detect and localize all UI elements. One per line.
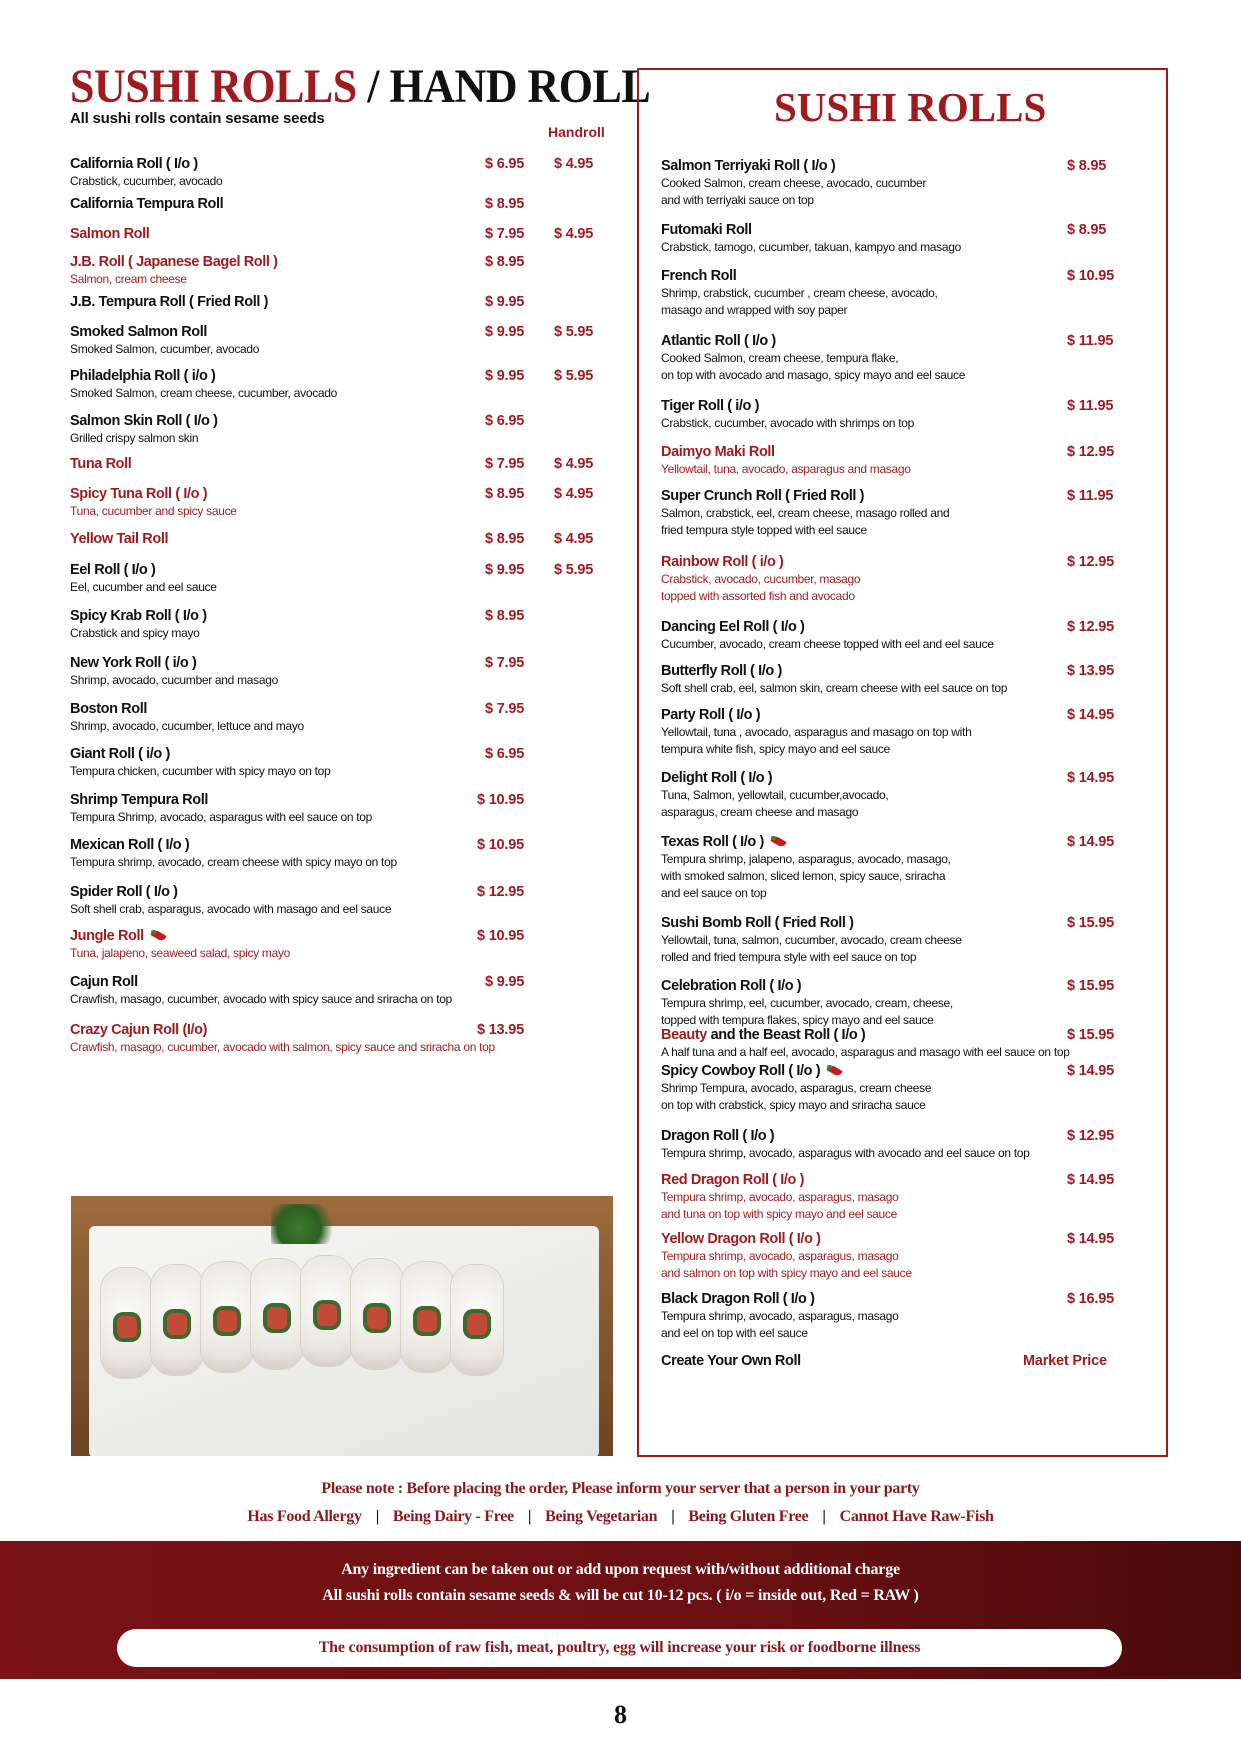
item-price: $ 7.95 bbox=[485, 226, 525, 242]
item-description: Crabstick, cucumber, avocado with shrimps on top bbox=[661, 416, 915, 430]
item-description: Tempura Shrimp, avocado, asparagus with eel sauce on top bbox=[70, 810, 373, 824]
item-name: Party Roll ( I/o ) bbox=[661, 707, 761, 723]
item-name: Yellow Dragon Roll ( I/o ) bbox=[661, 1231, 821, 1247]
item-price: $ 8.95 bbox=[1067, 158, 1107, 174]
item-name: Yellow Tail Roll bbox=[70, 531, 169, 547]
item-name: New York Roll ( i/o ) bbox=[70, 655, 197, 671]
sushi-piece bbox=[251, 1259, 303, 1369]
item-description: Tuna, Salmon, yellowtail, cucumber,avocado, bbox=[661, 788, 889, 802]
item-price: $ 12.95 bbox=[1067, 1128, 1114, 1144]
item-price: $ 9.95 bbox=[485, 974, 525, 990]
item-description: A half tuna and a half eel, avocado, asparagus and masago with eel sauce on top bbox=[661, 1045, 1070, 1059]
item-description: Shrimp Tempura, avocado, asparagus, cream cheese bbox=[661, 1081, 932, 1095]
item-price: $ 6.95 bbox=[485, 746, 525, 762]
item-description: Tuna, cucumber and spicy sauce bbox=[70, 504, 237, 518]
allergy-item: Being Vegetarian bbox=[545, 1508, 658, 1525]
menu-item bbox=[70, 745, 615, 780]
item-name: Philadelphia Roll ( i/o ) bbox=[70, 368, 216, 384]
sushi-piece bbox=[151, 1265, 203, 1375]
menu-item bbox=[661, 553, 1141, 605]
item-price: $ 14.95 bbox=[1067, 707, 1114, 723]
item-price: $ 8.95 bbox=[485, 608, 525, 624]
item-name: Eel Roll ( I/o ) bbox=[70, 562, 156, 578]
menu-item bbox=[70, 654, 615, 689]
item-name: French Roll bbox=[661, 268, 737, 284]
item-name: Smoked Salmon Roll bbox=[70, 324, 208, 340]
item-description: rolled and fried tempura style with eel sauce on top bbox=[661, 950, 917, 964]
menu-item bbox=[661, 1127, 1141, 1162]
item-description: topped with tempura flakes, spicy mayo and eel sauce bbox=[661, 1013, 934, 1027]
sushi-piece bbox=[451, 1265, 503, 1375]
menu-item bbox=[661, 769, 1141, 821]
menu-item bbox=[70, 412, 615, 447]
allergy-item: Cannot Have Raw-Fish bbox=[839, 1508, 994, 1525]
chili-pepper-icon bbox=[770, 836, 786, 848]
item-price: $ 7.95 bbox=[485, 456, 525, 472]
item-price: $ 9.95 bbox=[485, 562, 525, 578]
menu-item bbox=[70, 367, 615, 402]
allergy-item: Being Dairy - Free bbox=[392, 1508, 514, 1525]
sushi-piece bbox=[201, 1262, 253, 1372]
item-description: Crabstick, avocado, cucumber, masago bbox=[661, 572, 861, 586]
item-price: $ 8.95 bbox=[485, 254, 525, 270]
item-price: $ 14.95 bbox=[1067, 1172, 1114, 1188]
sushi-piece bbox=[401, 1262, 453, 1372]
note-line: Please note : Before placing the order, Please inform your server that a person in your party bbox=[321, 1480, 920, 1497]
item-name: Daimyo Maki Roll bbox=[661, 444, 775, 460]
item-name: Futomaki Roll bbox=[661, 222, 752, 238]
item-price: $ 14.95 bbox=[1067, 770, 1114, 786]
item-name: Sushi Bomb Roll ( Fried Roll ) bbox=[661, 915, 854, 931]
menu-item bbox=[70, 225, 615, 243]
menu-item bbox=[661, 157, 1141, 209]
chili-pepper-icon bbox=[826, 1065, 842, 1077]
item-description: tempura white fish, spicy mayo and eel sauce bbox=[661, 742, 890, 756]
item-name: Shrimp Tempura Roll bbox=[70, 792, 208, 808]
warning-pill: The consumption of raw fish, meat, poultry, egg will increase your risk or foodborne illness bbox=[117, 1629, 1122, 1667]
item-name: J.B. Tempura Roll ( Fried Roll ) bbox=[70, 294, 269, 310]
item-description: Shrimp, crabstick, cucumber , cream cheese, avocado, bbox=[661, 286, 938, 300]
item-price: $ 16.95 bbox=[1067, 1291, 1114, 1307]
separator: | bbox=[671, 1508, 675, 1525]
item-price: $ 11.95 bbox=[1067, 488, 1114, 504]
item-price: $ 10.95 bbox=[477, 928, 524, 944]
item-description: Tempura shrimp, eel, cucumber, avocado, cream, cheese, bbox=[661, 996, 953, 1010]
item-price: $ 8.95 bbox=[1067, 222, 1107, 238]
item-price: Market Price bbox=[1023, 1353, 1107, 1369]
item-price: $ 10.95 bbox=[477, 837, 524, 853]
item-price: $ 12.95 bbox=[477, 884, 524, 900]
sushi-piece bbox=[301, 1256, 353, 1366]
sushi-piece bbox=[351, 1259, 403, 1369]
item-price: $ 6.95 bbox=[485, 413, 525, 429]
item-name: California Roll ( I/o ) bbox=[70, 156, 198, 172]
banner-line-2: All sushi rolls contain sesame seeds & will be cut 10-12 pcs. ( i/o = inside out, Red = RAW ) bbox=[322, 1587, 919, 1604]
item-handroll-price: $ 4.95 bbox=[554, 456, 594, 472]
item-description: Smoked Salmon, cream cheese, cucumber, avocado bbox=[70, 386, 338, 400]
handroll-header: Handroll bbox=[548, 124, 605, 140]
item-price: $ 8.95 bbox=[485, 196, 525, 212]
left-column bbox=[70, 60, 651, 1054]
item-description: on top with avocado and masago, spicy mayo and eel sauce bbox=[661, 368, 966, 382]
item-handroll-price: $ 5.95 bbox=[554, 368, 594, 384]
item-name: Delight Roll ( I/o ) bbox=[661, 770, 773, 786]
item-description: Salmon, crabstick, eel, cream cheese, masago rolled and bbox=[661, 506, 950, 520]
item-description: asparagus, cream cheese and masago bbox=[661, 805, 859, 819]
menu-item bbox=[661, 1352, 1141, 1370]
item-price: $ 8.95 bbox=[485, 486, 525, 502]
menu-item bbox=[70, 293, 615, 311]
item-description: Crawfish, masago, cucumber, avocado with spicy sauce and sriracha on top bbox=[70, 992, 452, 1006]
item-name-rest: and the Beast Roll ( I/o ) bbox=[706, 1027, 866, 1043]
item-description: Crabstick, tamogo, cucumber, takuan, kampyo and masago bbox=[661, 240, 961, 254]
right-title: SUSHI ROLLS bbox=[774, 84, 1047, 130]
menu-item bbox=[661, 1230, 1141, 1282]
item-description: Tuna, jalapeno, seaweed salad, spicy mayo bbox=[70, 946, 291, 960]
item-price: $ 8.95 bbox=[485, 531, 525, 547]
item-price: $ 14.95 bbox=[1067, 1063, 1114, 1079]
chili-pepper-icon bbox=[150, 930, 166, 942]
menu-item bbox=[661, 1290, 1141, 1342]
item-price: $ 15.95 bbox=[1067, 978, 1114, 994]
menu-item bbox=[70, 700, 615, 735]
menu-item bbox=[70, 530, 615, 548]
item-description: with smoked salmon, sliced lemon, spicy sauce, sriracha bbox=[661, 869, 946, 883]
separator: | bbox=[822, 1508, 826, 1525]
item-name: Tiger Roll ( i/o ) bbox=[661, 398, 760, 414]
item-description: and salmon on top with spicy mayo and eel sauce bbox=[661, 1266, 912, 1280]
item-name: Tuna Roll bbox=[70, 456, 132, 472]
item-description: Cooked Salmon, cream cheese, tempura flake, bbox=[661, 351, 899, 365]
item-name: Create Your Own Roll bbox=[661, 1353, 801, 1369]
item-price: $ 9.95 bbox=[485, 368, 525, 384]
item-description: Yellowtail, tuna, avocado, asparagus and masago bbox=[661, 462, 911, 476]
item-name: Crazy Cajun Roll (I/o) bbox=[70, 1022, 208, 1038]
item-description: Yellowtail, tuna, salmon, cucumber, avocado, cream cheese bbox=[661, 933, 962, 947]
item-name: Rainbow Roll ( i/o ) bbox=[661, 554, 784, 570]
item-handroll-price: $ 4.95 bbox=[554, 226, 594, 242]
allergy-item: Has Food Allergy bbox=[247, 1508, 362, 1525]
item-description: and tuna on top with spicy mayo and eel sauce bbox=[661, 1207, 897, 1221]
item-handroll-price: $ 4.95 bbox=[554, 531, 594, 547]
item-description: Salmon, cream cheese bbox=[70, 272, 187, 286]
menu-item bbox=[70, 455, 615, 473]
item-name: Butterfly Roll ( I/o ) bbox=[661, 663, 782, 679]
title-red: SUSHI ROLLS bbox=[70, 60, 357, 113]
item-description: Cooked Salmon, cream cheese, avocado, cucumber bbox=[661, 176, 927, 190]
item-description: Crawfish, masago, cucumber, avocado with salmon, spicy sauce and sriracha on top bbox=[70, 1040, 495, 1054]
item-description: on top with crabstick, spicy mayo and sriracha sauce bbox=[661, 1098, 926, 1112]
item-description: Crabstick and spicy mayo bbox=[70, 626, 200, 640]
menu-item bbox=[70, 195, 615, 213]
item-price: $ 15.95 bbox=[1067, 1027, 1114, 1043]
allergy-notes bbox=[0, 1480, 1241, 1526]
menu-item bbox=[70, 791, 615, 826]
item-name: Red Dragon Roll ( I/o ) bbox=[661, 1172, 805, 1188]
subtitle: All sushi rolls contain sesame seeds bbox=[70, 110, 325, 127]
menu-item bbox=[661, 221, 1141, 256]
item-description: and eel sauce on top bbox=[661, 886, 767, 900]
menu-item bbox=[661, 332, 1141, 384]
item-name: Cajun Roll bbox=[70, 974, 138, 990]
item-handroll-price: $ 5.95 bbox=[554, 324, 594, 340]
item-description: Cucumber, avocado, cream cheese topped with eel and eel sauce bbox=[661, 637, 994, 651]
right-menu-box bbox=[637, 68, 1168, 1457]
item-description: and eel on top with eel sauce bbox=[661, 1326, 808, 1340]
item-description: Tempura shrimp, jalapeno, asparagus, avocado, masago, bbox=[661, 852, 951, 866]
banner-line-1: Any ingredient can be taken out or add upon request with/without additional charge bbox=[341, 1561, 900, 1578]
item-price: $ 7.95 bbox=[485, 655, 525, 671]
item-price: $ 10.95 bbox=[1067, 268, 1114, 284]
title-black: / HAND ROLL bbox=[367, 60, 651, 113]
menu-item bbox=[70, 561, 615, 596]
menu-item bbox=[661, 618, 1141, 653]
item-price: $ 14.95 bbox=[1067, 1231, 1114, 1247]
garnish bbox=[271, 1204, 341, 1244]
menu-item bbox=[70, 927, 615, 962]
item-name: Giant Roll ( i/o ) bbox=[70, 746, 170, 762]
menu-item bbox=[70, 253, 615, 288]
item-description: Smoked Salmon, cucumber, avocado bbox=[70, 342, 260, 356]
item-price: $ 12.95 bbox=[1067, 444, 1114, 460]
item-description: Soft shell crab, asparagus, avocado with masago and eel sauce bbox=[70, 902, 392, 916]
item-description: and with terriyaki sauce on top bbox=[661, 193, 814, 207]
item-description: Tempura chicken, cucumber with spicy mayo on top bbox=[70, 764, 331, 778]
item-name: Atlantic Roll ( I/o ) bbox=[661, 333, 776, 349]
item-price: $ 12.95 bbox=[1067, 619, 1114, 635]
sushi-photo bbox=[71, 1196, 613, 1456]
item-name: Jungle Roll bbox=[70, 927, 615, 945]
menu-item bbox=[661, 977, 1141, 1029]
menu-item bbox=[70, 607, 615, 642]
item-description: topped with assorted fish and avocado bbox=[661, 589, 855, 603]
item-description: Shrimp, avocado, cucumber, lettuce and mayo bbox=[70, 719, 304, 733]
item-description: Crabstick, cucumber, avocado bbox=[70, 174, 223, 188]
menu-item bbox=[70, 836, 615, 871]
item-description: Tempura shrimp, avocado, asparagus, masago bbox=[661, 1190, 899, 1204]
item-name: Spicy Krab Roll ( I/o ) bbox=[70, 608, 207, 624]
item-name: Celebration Roll ( I/o ) bbox=[661, 978, 802, 994]
menu-item bbox=[661, 267, 1141, 319]
menu-item bbox=[70, 1021, 615, 1056]
item-price: $ 7.95 bbox=[485, 701, 525, 717]
item-name: Super Crunch Roll ( Fried Roll ) bbox=[661, 488, 865, 504]
item-name: Spicy Cowboy Roll ( I/o ) bbox=[661, 1062, 1141, 1080]
menu-item bbox=[661, 1026, 1141, 1061]
item-name: Salmon Roll bbox=[70, 226, 150, 242]
item-name: Salmon Terriyaki Roll ( I/o ) bbox=[661, 158, 836, 174]
info-banner bbox=[0, 1541, 1241, 1679]
item-description: Yellowtail, tuna , avocado, asparagus and masago on top with bbox=[661, 725, 972, 739]
item-name: J.B. Roll ( Japanese Bagel Roll ) bbox=[70, 254, 278, 270]
item-description: fried tempura style topped with eel sauce bbox=[661, 523, 867, 537]
item-price: $ 15.95 bbox=[1067, 915, 1114, 931]
item-description: Shrimp, avocado, cucumber and masago bbox=[70, 673, 278, 687]
menu-item bbox=[70, 155, 615, 190]
item-description: Soft shell crab, eel, salmon skin, cream cheese with eel sauce on top bbox=[661, 681, 1008, 695]
item-description: Tempura shrimp, avocado, asparagus, masago bbox=[661, 1309, 899, 1323]
item-price: $ 11.95 bbox=[1067, 333, 1114, 349]
item-price: $ 12.95 bbox=[1067, 554, 1114, 570]
item-name: Mexican Roll ( I/o ) bbox=[70, 837, 190, 853]
item-name-red: Beauty bbox=[661, 1027, 707, 1043]
item-description: Tempura shrimp, avocado, asparagus, masago bbox=[661, 1249, 899, 1263]
menu-item bbox=[70, 323, 615, 358]
item-description: Tempura shrimp, avocado, asparagus with avocado and eel sauce on top bbox=[661, 1146, 1030, 1160]
menu-item bbox=[70, 883, 615, 918]
item-name: Salmon Skin Roll ( I/o ) bbox=[70, 413, 218, 429]
item-name: Boston Roll bbox=[70, 701, 147, 717]
menu-item bbox=[661, 397, 1141, 432]
page-title bbox=[70, 60, 651, 114]
menu-item bbox=[661, 833, 1141, 902]
menu-item bbox=[70, 485, 615, 520]
item-description: Grilled crispy salmon skin bbox=[70, 431, 199, 445]
item-description: Eel, cucumber and eel sauce bbox=[70, 580, 217, 594]
page-number: 8 bbox=[614, 1700, 627, 1729]
item-name: Black Dragon Roll ( I/o ) bbox=[661, 1291, 815, 1307]
menu-item bbox=[70, 973, 615, 1008]
item-description: Tempura shrimp, avocado, cream cheese with spicy mayo on top bbox=[70, 855, 397, 869]
item-name: Spicy Tuna Roll ( I/o ) bbox=[70, 486, 208, 502]
item-handroll-price: $ 4.95 bbox=[554, 156, 594, 172]
item-price: $ 13.95 bbox=[1067, 663, 1114, 679]
item-price: $ 13.95 bbox=[477, 1022, 524, 1038]
menu-item bbox=[661, 1062, 1141, 1114]
item-price: $ 11.95 bbox=[1067, 398, 1114, 414]
allergy-item: Being Gluten Free bbox=[688, 1508, 809, 1525]
menu-item bbox=[661, 487, 1141, 539]
item-handroll-price: $ 4.95 bbox=[554, 486, 594, 502]
item-name: California Tempura Roll bbox=[70, 196, 224, 212]
item-price: $ 14.95 bbox=[1067, 834, 1114, 850]
menu-item bbox=[661, 1171, 1141, 1223]
item-description: masago and wrapped with soy paper bbox=[661, 303, 848, 317]
menu-item bbox=[661, 443, 1141, 478]
sushi-piece bbox=[101, 1268, 153, 1378]
separator: | bbox=[527, 1508, 532, 1525]
item-price: $ 9.95 bbox=[485, 294, 525, 310]
item-price: $ 6.95 bbox=[485, 156, 525, 172]
item-price: $ 9.95 bbox=[485, 324, 525, 340]
item-name: Dragon Roll ( I/o ) bbox=[661, 1128, 775, 1144]
item-name: Spider Roll ( I/o ) bbox=[70, 884, 178, 900]
item-name: Texas Roll ( I/o ) bbox=[661, 833, 1141, 851]
separator: | bbox=[375, 1508, 379, 1525]
item-handroll-price: $ 5.95 bbox=[554, 562, 594, 578]
allergy-list bbox=[0, 1508, 1241, 1526]
menu-item bbox=[661, 914, 1141, 966]
item-name: Dancing Eel Roll ( I/o ) bbox=[661, 619, 805, 635]
item-price: $ 10.95 bbox=[477, 792, 524, 808]
menu-item bbox=[661, 662, 1141, 697]
menu-item bbox=[661, 706, 1141, 758]
